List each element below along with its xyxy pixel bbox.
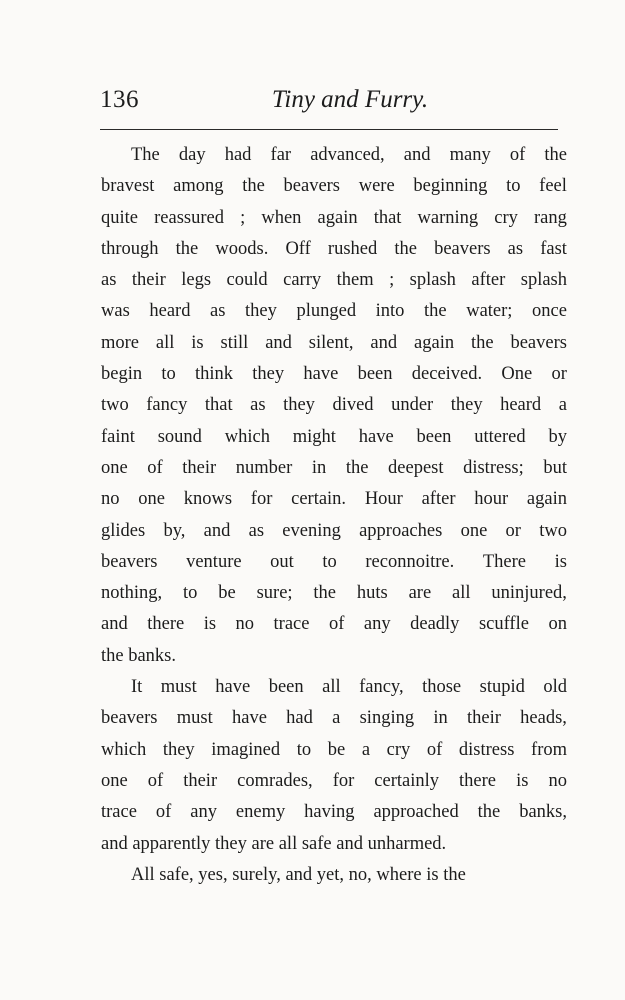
text-line: two fancy that as they dived under they heard a (101, 395, 567, 416)
paragraph (101, 860, 567, 891)
body-text (101, 140, 567, 891)
text-line: bravest among the beavers were beginning to feel (101, 176, 567, 197)
text-line: more all is still and silent, and again the beavers (101, 332, 567, 353)
page-number: 136 (100, 86, 139, 113)
text-line: through the woods. Off rushed the beavers as fast (101, 238, 567, 259)
text-line: and apparently they are all safe and unharmed. (101, 833, 447, 854)
paragraph (101, 140, 567, 672)
text-line: one of their comrades, for certainly there is no (101, 770, 567, 791)
text-line: glides by, and as evening approaches one or two (101, 520, 567, 541)
text-line: was heard as they plunged into the water; once (101, 301, 567, 322)
text-line: It must have been all fancy, those stupid old (131, 677, 567, 698)
text-line: quite reassured ; when again that warning cry rang (101, 207, 567, 228)
text-line: begin to think they have been deceived. One or (101, 364, 567, 385)
text-line: and there is no trace of any deadly scuffle on (101, 614, 567, 635)
paragraph (101, 672, 567, 860)
text-line: the banks. (101, 645, 177, 666)
text-line: faint sound which might have been uttered by (101, 426, 567, 447)
text-line: which they imagined to be a cry of distress from (101, 739, 567, 760)
text-line: trace of any enemy having approached the banks, (101, 802, 567, 823)
text-line: The day had far advanced, and many of the (131, 145, 567, 165)
text-line: nothing, to be sure; the huts are all uninjured, (101, 583, 567, 604)
text-line: beavers venture out to reconnoitre. There is (101, 551, 567, 572)
text-line: All safe, yes, surely, and yet, no, where is the (131, 864, 466, 885)
text-line: as their legs could carry them ; splash after splash (101, 270, 567, 291)
running-title: Tiny and Furry. (271, 86, 429, 113)
text-line: no one knows for certain. Hour after hour again (101, 489, 567, 510)
text-line: one of their number in the deepest distress; but (101, 457, 567, 478)
header-rule (100, 129, 558, 130)
text-line: beavers must have had a singing in their heads, (101, 708, 567, 729)
page-header (100, 86, 560, 120)
